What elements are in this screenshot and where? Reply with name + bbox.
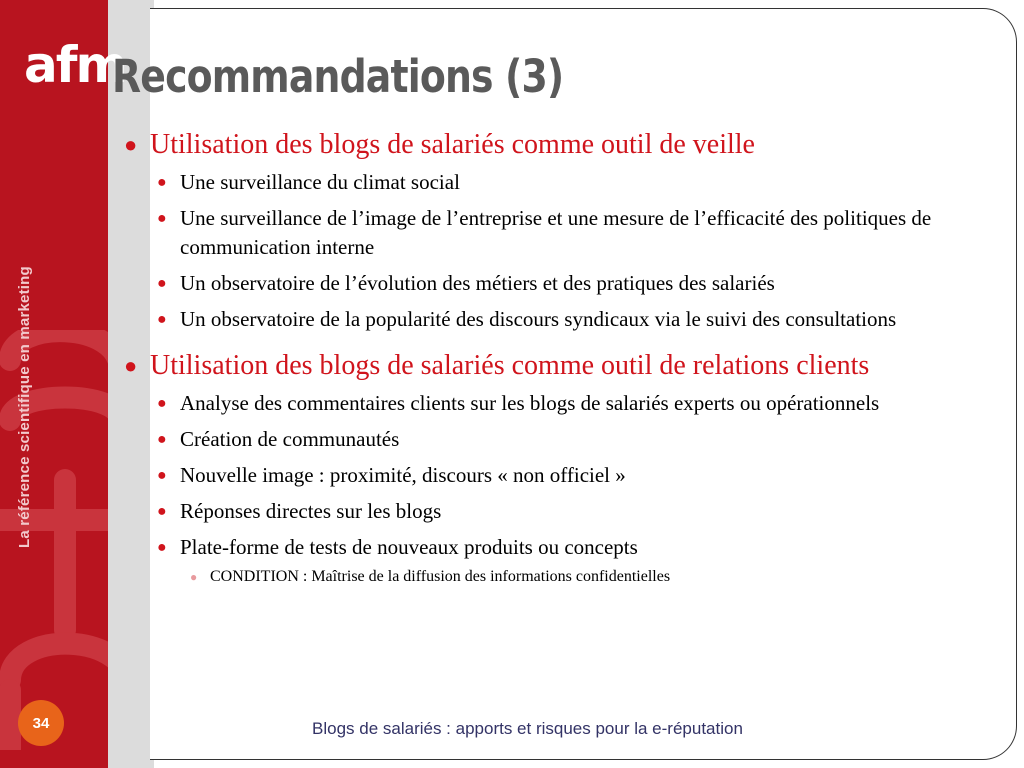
list-item [120,168,970,197]
bullet-icon: ● [157,210,167,227]
slide-title: Recommandations (3) [112,50,564,103]
list-item [120,204,970,262]
section-heading [120,128,970,162]
bullet-icon: ● [157,395,167,412]
section-heading-text: Utilisation des blogs de salariés comme outil de relations clients [150,350,870,381]
list-item [120,461,970,490]
list-item [120,389,970,418]
list-item-text: Une surveillance de l’image de l’entreprise et une mesure de l’efficacité des politiques de communication interne [180,206,932,259]
bullet-icon: ● [190,570,198,584]
brand-band [0,0,108,768]
bullet-icon: ● [157,275,167,292]
list-item-text: Plate-forme de tests de nouveaux produits ou concepts [180,535,638,559]
list-item-text: Nouvelle image : proximité, discours « non officiel » [180,463,626,487]
bullet-icon: ● [157,311,167,328]
slide-content [120,128,970,588]
bullet-icon: ● [157,539,167,556]
bullet-icon: ● [157,503,167,520]
list-item-text: Un observatoire de la popularité des discours syndicaux via le suivi des consultations [180,307,897,331]
sub-list-item [120,566,970,588]
list-item-text: Analyse des commentaires clients sur les blogs de salariés experts ou opérationnels [180,391,880,415]
list-item-text: Création de communautés [180,427,400,451]
list-item [120,305,970,334]
brand-tagline: La référence scientifique en marketing [16,266,33,548]
list-item [120,425,970,454]
afm-logo: afm [24,36,126,94]
page-number-badge: 34 [18,700,64,746]
list-item-text: Réponses directes sur les blogs [180,499,442,523]
section-heading [120,349,970,383]
footer-text: Blogs de salariés : apports et risques pour la e-réputation [312,719,743,738]
bullet-icon: ● [124,132,138,157]
bullet-icon: ● [157,431,167,448]
sub-list-item-text: CONDITION : Maîtrise de la diffusion des informations confidentielles [210,568,671,585]
list-item [120,497,970,526]
section-heading-text: Utilisation des blogs de salariés comme outil de veille [150,129,755,160]
list-item [120,533,970,562]
list-item-text: Une surveillance du climat social [180,170,460,194]
bullet-icon: ● [157,174,167,191]
bullet-icon: ● [124,353,138,378]
list-item-text: Un observatoire de l’évolution des métiers et des pratiques des salariés [180,271,775,295]
list-item [120,269,970,298]
bullet-icon: ● [157,467,167,484]
